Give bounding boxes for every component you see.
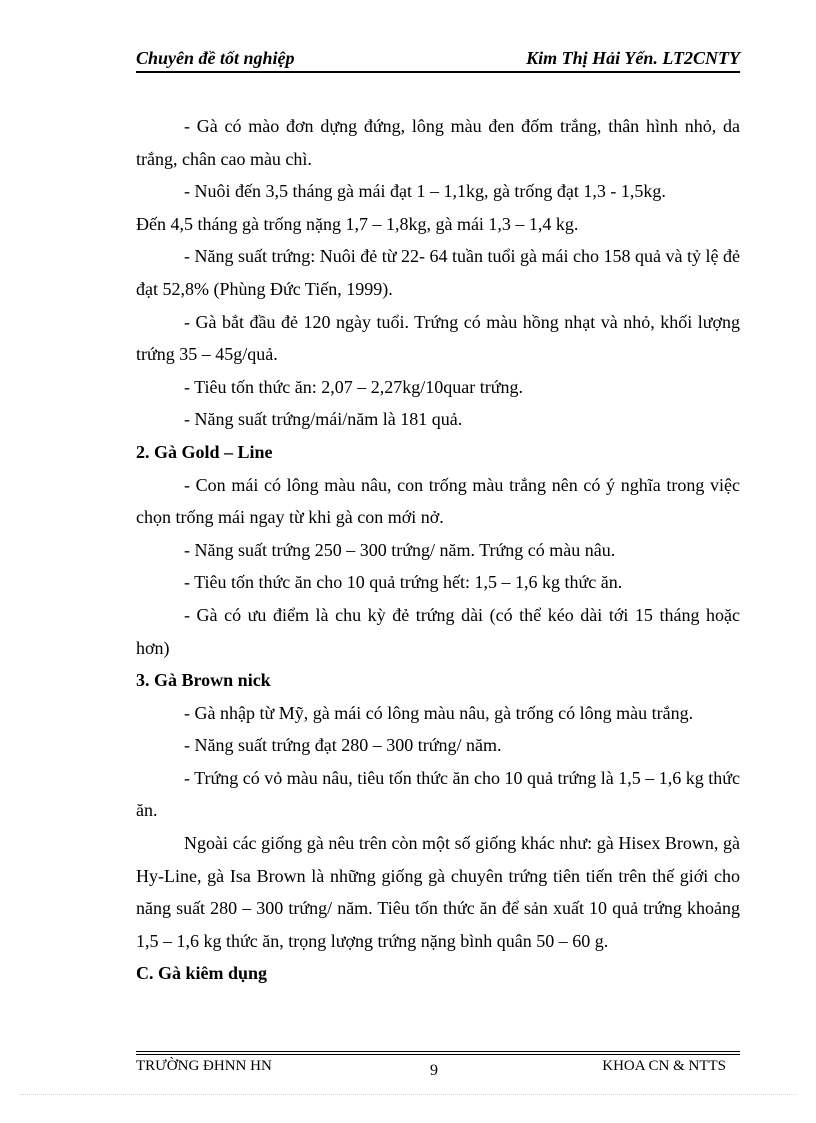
- paragraph: - Trứng có vỏ màu nâu, tiêu tốn thức ăn cho 10 quả trứng là 1,5 – 1,6 kg thức ăn.: [136, 767, 740, 821]
- paragraph: - Năng suất trứng đạt 280 – 300 trứng/ năm.: [184, 735, 502, 756]
- paragraph: - Tiêu tốn thức ăn cho 10 quả trứng hết: 1,5 – 1,6 kg thức ăn.: [184, 572, 623, 593]
- header-rule: [136, 71, 740, 73]
- page-number: 9: [430, 1062, 438, 1079]
- paragraph: Ngoài các giống gà nêu trên còn một số giống khác như: gà Hisex Brown, gà Hy-Line, gà Isa Brown là những giống gà chuyên trứng tiên tiến trên thế giới cho năng suất 280 – 300 trứng/ năm. Tiêu tốn thức ăn để sản xuất 10 quả trứng khoảng 1,5 – 1,6 kg thức ăn, trọng lượng trứng nặng bình quân 50 – 60 g.: [136, 833, 740, 951]
- paragraph: - Năng suất trứng 250 – 300 trứng/ năm. Trứng có màu nâu.: [184, 539, 616, 560]
- paragraph: - Năng suất trứng: Nuôi đẻ từ 22- 64 tuần tuổi gà mái cho 158 quả và tỷ lệ đẻ đạt 52,8% (Phùng Đức Tiến, 1999).: [136, 246, 740, 299]
- footer-faculty: KHOA CN & NTTS: [602, 1058, 726, 1074]
- paragraph: - Gà nhập từ Mỹ, gà mái có lông màu nâu, gà trống có lông màu trắng.: [184, 702, 694, 723]
- section-heading-gold-line: 2. Gà Gold – Line: [136, 441, 273, 462]
- paragraph: Đến 4,5 tháng gà trống nặng 1,7 – 1,8kg, gà mái 1,3 – 1,4 kg.: [136, 213, 579, 234]
- footer-rule-top: [136, 1051, 740, 1052]
- paragraph: - Tiêu tốn thức ăn: 2,07 – 2,27kg/10quar trứng.: [184, 376, 523, 397]
- page-header: [136, 48, 740, 72]
- paragraph: - Con mái có lông màu nâu, con trống màu trắng nên có ý nghĩa trong việc chọn trống mái ngay từ khi gà con mới nở.: [136, 474, 740, 528]
- footer-rule-bottom: [136, 1054, 740, 1055]
- page-footer: [136, 1058, 740, 1078]
- footer-school: TRƯỜNG ĐHNN HN: [136, 1058, 272, 1074]
- page-edge-divider: [20, 1094, 796, 1095]
- document-body: [136, 110, 740, 990]
- paragraph: - Gà có mào đơn dựng đứng, lông màu đen đốm trắng, thân hình nhỏ, da trắng, chân cao màu chì.: [136, 116, 740, 169]
- header-author-right: Kim Thị Hải Yến. LT2CNTY: [526, 48, 740, 68]
- paragraph: - Gà bắt đầu đẻ 120 ngày tuổi. Trứng có màu hồng nhạt và nhỏ, khối lượng trứng 35 – 45g/quả.: [136, 311, 740, 365]
- section-heading-brown-nick: 3. Gà Brown nick: [136, 670, 271, 691]
- paragraph: - Nuôi đến 3,5 tháng gà mái đạt 1 – 1,1kg, gà trống đạt 1,3 - 1,5kg.: [184, 181, 666, 202]
- paragraph: - Năng suất trứng/mái/năm là 181 quả.: [184, 409, 463, 430]
- section-heading-ga-kiem-dung: C. Gà kiêm dụng: [136, 963, 268, 984]
- paragraph: - Gà có ưu điểm là chu kỳ đẻ trứng dài (có thể kéo dài tới 15 tháng hoặc hơn): [136, 604, 740, 658]
- header-title-left: Chuyên đề tốt nghiệp: [136, 48, 295, 68]
